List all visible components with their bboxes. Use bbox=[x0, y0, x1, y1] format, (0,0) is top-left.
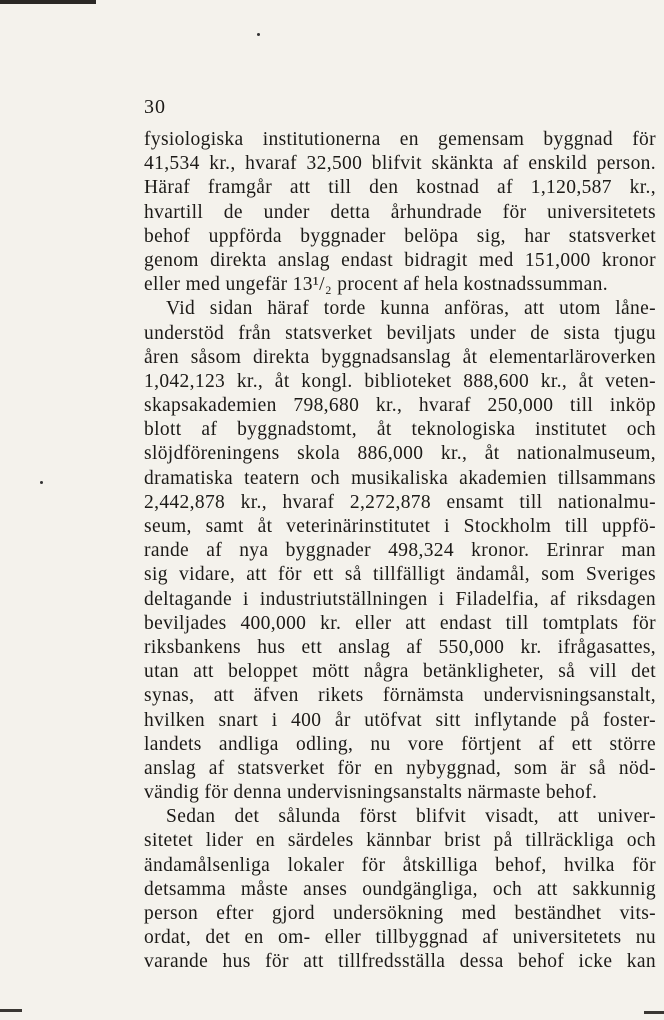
text-line: 41,534 kr., hvaraf 32,500 blifvit skänkta af enskild person. bbox=[144, 153, 656, 175]
text-line: hvilken snart i 400 år utöfvat sitt inflytande på foster- bbox=[144, 709, 656, 731]
text-line: blott af byggnadstomt, åt teknologiska institutet och bbox=[144, 419, 656, 441]
text-line: ordat, det en om- eller tillbyggnad af universitetets nu bbox=[144, 927, 656, 949]
text-line: sig vidare, att för ett så tillfälligt ändamål, som Sveriges bbox=[144, 564, 656, 586]
scan-speck bbox=[40, 481, 43, 484]
text-line: genom direkta anslag endast bidragit med 151,000 kronor bbox=[144, 249, 656, 271]
text-line: understöd från statsverket beviljats under de sista tjugu bbox=[144, 322, 656, 344]
text-line: beviljades 400,000 kr. eller att endast till tomtplats för bbox=[144, 612, 656, 634]
text-line: detsamma måste anses oundgängliga, och att sakkunnig bbox=[144, 878, 656, 900]
text-line: dramatiska teatern och musikaliska akademien tillsammans bbox=[144, 467, 656, 489]
text-line: anslag af statsverket för en nybyggnad, som är så nöd- bbox=[144, 757, 656, 779]
text-line: synas, att äfven rikets förnämsta undervisningsanstalt, bbox=[144, 685, 656, 707]
text-line: Sedan det sålunda först blifvit visadt, att univer- bbox=[166, 806, 656, 828]
text-line: skapsakademien 798,680 kr., hvaraf 250,000 till inköp bbox=[144, 395, 656, 417]
scan-speck bbox=[257, 33, 260, 36]
text-line: Häraf framgår att till den kostnad af 1,120,587 kr., bbox=[144, 177, 656, 199]
text-line: 2,442,878 kr., hvaraf 2,272,878 ensamt till nationalmu- bbox=[144, 491, 656, 513]
scan-edge-bottom-left bbox=[0, 1009, 22, 1012]
text-line: ändamålsenliga lokaler för åtskilliga behof, hvilka för bbox=[144, 854, 656, 876]
scan-edge-top bbox=[0, 0, 96, 4]
text-line: behof uppförda byggnader belöpa sig, har statsverket bbox=[144, 225, 656, 247]
text-line: eller med ungefär 13¹/₂ procent af hela kostnadssumman. bbox=[144, 274, 608, 296]
text-line: seum, samt åt veterinärinstitutet i Stockholm till uppfö- bbox=[144, 516, 656, 537]
text-line: Vid sidan häraf torde kunna anföras, att utom låne- bbox=[166, 298, 656, 320]
text-line: åren såsom direkta byggnadsanslag åt elementarläroverken bbox=[144, 346, 656, 368]
text-line: vändig för denna undervisningsanstalts närmaste behof. bbox=[144, 782, 598, 804]
text-line: 1,042,123 kr., åt kongl. biblioteket 888,600 kr., åt veten- bbox=[144, 370, 656, 392]
text-line: rande af nya byggnader 498,324 kronor. Erinrar man bbox=[144, 540, 656, 562]
text-line: deltagande i industriutställningen i Filadelfia, af riksdagen bbox=[144, 588, 656, 610]
text-line: fysiologiska institutionerna en gemensam byggnad för bbox=[144, 129, 656, 150]
text-line: utan att beloppet mött några betänkligheter, så vill det bbox=[144, 661, 656, 683]
text-line: person efter gjord undersökning med beständhet vits- bbox=[144, 903, 656, 924]
text-line: landets andliga odling, nu vore förtjent af ett större bbox=[144, 733, 656, 755]
body-text bbox=[144, 128, 656, 975]
scan-edge-bottom-right bbox=[644, 1011, 664, 1014]
text-line: riksbankens hus ett anslag af 550,000 kr. ifrågasattes, bbox=[144, 636, 656, 658]
text-line: hvartill de under detta århundrade för universitetets bbox=[144, 201, 656, 223]
text-line: slöjdföreningens skola 886,000 kr., åt nationalmuseum, bbox=[144, 443, 656, 465]
text-line: sitetet lider en särdeles kännbar brist på tillräckliga och bbox=[144, 830, 656, 852]
page-number: 30 bbox=[144, 96, 166, 118]
text-line: varande hus för att tillfredsställa dessa behof icke kan bbox=[144, 951, 656, 973]
